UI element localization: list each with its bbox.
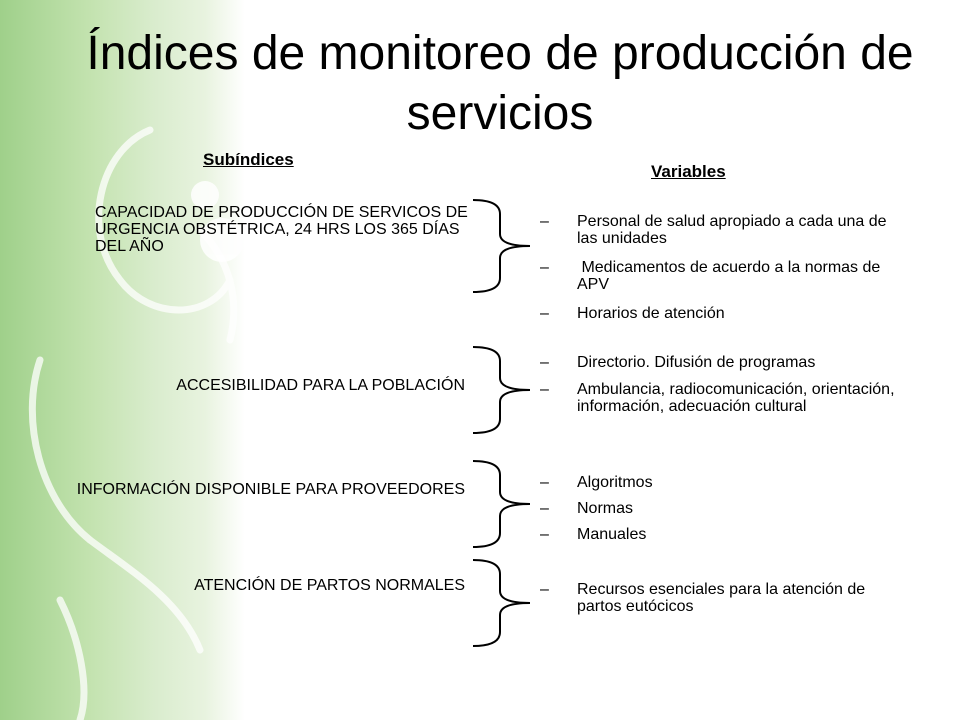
right-curly-brace-icon — [470, 196, 540, 296]
variable-normas: Normas — [577, 500, 634, 517]
bullet: – — [540, 213, 549, 230]
bullet: – — [540, 500, 549, 517]
right-curly-brace-icon — [470, 343, 540, 437]
variable-manuales: Manuales — [577, 526, 647, 543]
variable-recursos: Recursos esenciales para la atención de partos eutócicos — [577, 581, 866, 615]
list-item — [540, 259, 900, 293]
subindices-heading: Subíndices — [203, 150, 294, 169]
bullet: – — [540, 581, 549, 598]
list-item — [540, 305, 900, 322]
bullet: – — [540, 354, 549, 371]
variable-medicamentos: Medicamentos de acuerdo a la normas de APV — [577, 259, 884, 293]
list-item — [540, 474, 900, 491]
subindex-atencion: ATENCIÓN DE PARTOS NORMALES — [194, 577, 465, 594]
bullet: – — [540, 526, 549, 543]
variables-heading: Variables — [651, 162, 726, 181]
subindex-capacidad: CAPACIDAD DE PRODUCCIÓN DE SERVICOS DE URGENCIA OBSTÉTRICA, 24 HRS LOS 365 DÍAS DEL AÑO — [95, 204, 468, 255]
variable-directorio: Directorio. Difusión de programas — [577, 354, 816, 371]
subindex-informacion: INFORMACIÓN DISPONIBLE PARA PROVEEDORES — [76, 481, 465, 498]
variable-personal: Personal de salud apropiado a cada una de las unidades — [577, 213, 887, 247]
list-item — [540, 213, 900, 247]
right-curly-brace-icon — [470, 556, 540, 650]
list-item — [540, 354, 900, 371]
bullet: – — [540, 381, 549, 398]
subindex-accesibilidad: ACCESIBILIDAD PARA LA POBLACIÓN — [176, 377, 465, 394]
variable-algoritmos: Algoritmos — [577, 474, 653, 491]
bullet: – — [540, 305, 549, 322]
bullet: – — [540, 259, 549, 276]
slide-title: Índices de monitoreo de producción de servicios — [86, 27, 914, 140]
variable-ambulancia: Ambulancia, radiocomunicación, orientación, información, adecuación cultural — [577, 381, 895, 415]
list-item — [540, 381, 900, 415]
list-item — [540, 500, 900, 517]
list-item — [540, 526, 900, 543]
variable-horarios: Horarios de atención — [577, 305, 725, 322]
list-item — [540, 581, 900, 615]
bullet: – — [540, 474, 549, 491]
right-curly-brace-icon — [470, 457, 540, 551]
